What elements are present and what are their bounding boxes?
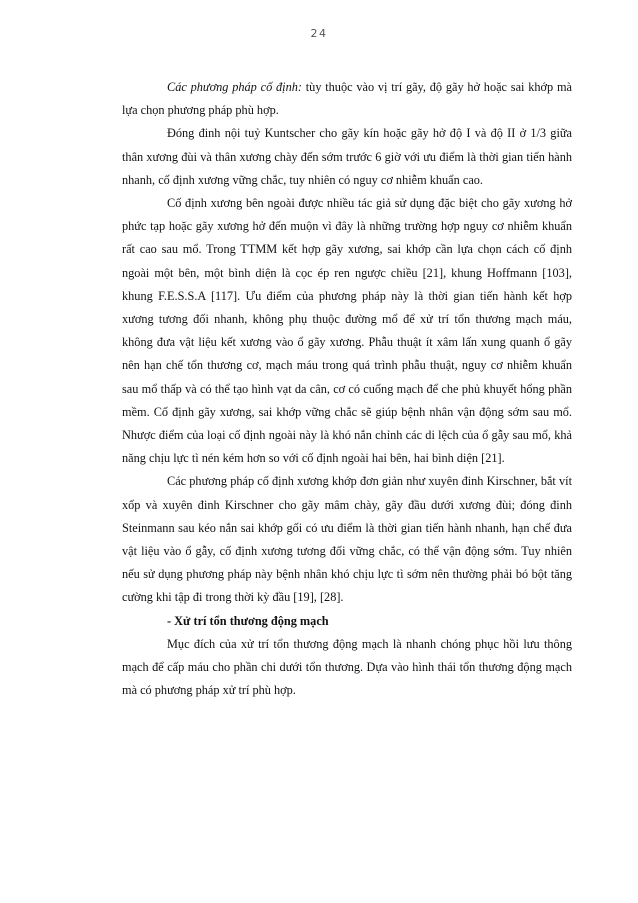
fixation-methods-lead: Các phương pháp cố định: (167, 80, 302, 94)
page-number: 24 (310, 27, 328, 40)
paragraph-kuntscher: Đóng đinh nội tuỷ Kuntscher cho gãy kín hoặc gãy hở độ I và độ II ở 1/3 giữa thân xương đùi và thân xương chày đến sớm trước 6 giờ với ưu điểm là thời gian tiến hành nhanh, cố định xương vững chắc, tuy nhiên có nguy cơ nhiễm khuẩn cao. (122, 126, 572, 187)
section-heading-vascular: - Xử trí tổn thương động mạch (167, 613, 329, 628)
paragraph-fixation-methods (122, 76, 572, 122)
fixation-methods-text: tùy thuộc vào vị trí gãy, độ gãy hở hoặc sai khớp mà lựa chọn phương pháp phù hợp. (122, 80, 572, 118)
paragraph-simple-fixation: Các phương pháp cố định xương khớp đơn giản như xuyên đinh Kirschner, bắt vít xốp và xuyên đinh Kirschner cho gãy mâm chày, gãy đầu dưới xương đùi; đóng đinh Steinmann sau kéo nắn sai khớp gối có ưu điểm là thời gian tiến hành nhanh, hạn chế đưa vật liệu vào ổ gẫy, cố định xương tương đối vững chắc, có thể vận động sớm. Tuy nhiên nếu sử dụng phương pháp này bệnh nhân khó chịu lực tì sớm nên thường phải bó bột tăng cường khi tập đi trong thời kỳ đầu [19], [28]. (122, 474, 572, 605)
paragraph-vascular: Mục đích của xử trí tổn thương động mạch là nhanh chóng phục hồi lưu thông mạch để cấp máu cho phần chi dưới tổn thương. Dựa vào hình thái tổn thương động mạch mà có phương pháp xử trí phù hợp. (122, 636, 572, 698)
paragraph-external-fixation: Cố định xương bên ngoài được nhiều tác giả sử dụng đặc biệt cho gãy xương hở phức tạp hoặc gãy xương hở đến muộn vì đây là những trường hợp nguy cơ nhiễm khuẩn rất cao sau mổ. Trong TTMM kết hợp gãy xương, sai khớp cần lựa chọn cách cố định ngoài một bên, một bình diện là cọc ép ren ngược chiều [21], khung Hoffmann [103], khung F.E.S.S.A [117]. Ưu điểm của phương pháp này là thời gian tiến hành kết hợp xương tương đối nhanh, không phụ thuộc đường mổ để xử trí tổn thương mạch máu, không đưa vật liệu kết xương vào ổ gãy xương. Phẫu thuật ít xâm lấn xung quanh ổ gãy nên hạn chế tổn thương cơ, mạch máu trong quá trình phẫu thuật, nguy cơ nhiễm khuẩn sau mổ thấp và có thể tạo hình vạt da cân, cơ có cuống mạch để che phủ khuyết hổng phần mềm. Cố định gãy xương, sai khớp vững chắc sẽ giúp bệnh nhân vận động sớm sau mổ. Nhược điểm của loại cố định ngoài này là khó nắn chỉnh các di lệch của ổ gẫy sau mổ, khả năng chịu lực tì nén kém hơn so với cố định ngoài hai bên, hai bình diện [21]. (122, 196, 572, 466)
document-body (122, 76, 572, 702)
